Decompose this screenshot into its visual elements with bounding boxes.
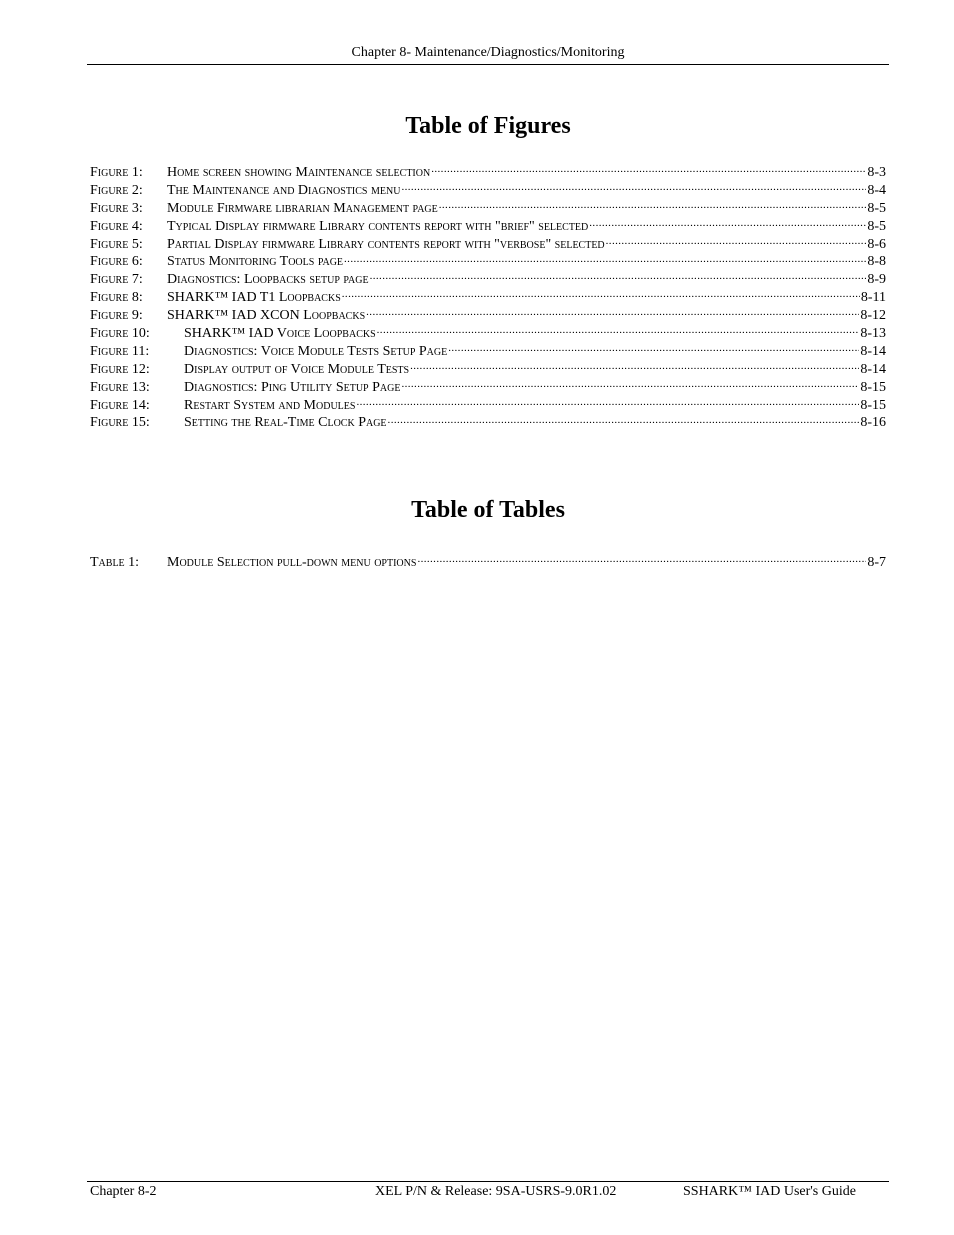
entry-label: Figure 2: [90, 182, 143, 198]
entry-page: 8-12 [860, 308, 886, 324]
figure-entry[interactable] [90, 269, 886, 287]
entry-title: Module Firmware librarian Management page [167, 200, 438, 216]
entry-page: 8-11 [860, 290, 886, 306]
entry-page: 8-9 [867, 272, 886, 288]
entry-title: The Maintenance and Diagnostics menu [167, 182, 401, 198]
entry-label: Figure 1: [90, 165, 143, 180]
entry-page: 8-7 [867, 555, 886, 570]
entry-page: 8-15 [860, 397, 886, 413]
entry-title: SHARK™ IAD Voice Loopbacks [184, 326, 376, 342]
entry-title: SHARK™ IAD XCON Loopbacks [167, 308, 366, 324]
dot-leader [410, 359, 859, 373]
table-of-figures-title: Table of Figures [405, 113, 571, 139]
dot-leader [448, 341, 859, 355]
entry-title: Setting the Real-Time Clock Page [184, 415, 387, 431]
header-divider [87, 64, 889, 65]
entry-label: Table 1: [90, 555, 140, 570]
entry-page: 8-4 [867, 182, 886, 198]
dot-leader [366, 305, 859, 319]
entry-label: Figure 8: [90, 290, 143, 306]
entry-label: Figure 3: [90, 200, 143, 216]
figure-entry[interactable] [90, 287, 886, 305]
entry-label: Figure 9: [90, 308, 143, 324]
footer-guide-title: SSHARK™ IAD User's Guide [683, 1184, 856, 1199]
table-of-tables-title: Table of Tables [411, 497, 565, 523]
figure-entry[interactable] [90, 234, 886, 252]
entry-page: 8-8 [867, 254, 886, 270]
entry-title: SHARK™ IAD T1 Loopbacks [167, 290, 341, 306]
dot-leader [606, 234, 867, 248]
dot-leader [356, 395, 859, 409]
entry-label: Figure 13: [90, 379, 150, 395]
entry-title: Diagnostics: Ping Utility Setup Page [184, 379, 401, 395]
dot-leader [439, 198, 867, 212]
entry-page: 8-14 [860, 361, 886, 377]
entry-page: 8-5 [867, 200, 886, 216]
entry-title: Diagnostics: Voice Module Tests Setup Page [184, 343, 448, 359]
entry-title: Restart System and Modules [184, 397, 356, 413]
figure-entry[interactable] [90, 412, 886, 430]
dot-leader [377, 323, 860, 337]
entry-label: Figure 10: [90, 326, 150, 342]
entry-title: Diagnostics: Loopbacks setup page [167, 272, 369, 288]
entry-title: Partial Display firmware Library contents report with "verbose" selected [167, 236, 605, 252]
entry-title: Module Selection pull-down menu options [167, 555, 417, 570]
figure-entry[interactable] [90, 359, 886, 377]
footer-chapter-page: Chapter 8-2 [90, 1184, 157, 1199]
table-of-figures-list [90, 162, 886, 430]
entry-label: Figure 15: [90, 415, 150, 431]
entry-title: Display output of Voice Module Tests [184, 361, 410, 377]
dot-leader [344, 251, 866, 265]
table-of-tables-list [90, 552, 886, 570]
figure-entry[interactable] [90, 180, 886, 198]
entry-page: 8-14 [860, 343, 886, 359]
figure-entry[interactable] [90, 341, 886, 359]
figure-entry[interactable] [90, 251, 886, 269]
dot-leader [431, 162, 866, 176]
entry-page: 8-6 [867, 236, 886, 252]
entry-label: Figure 11: [90, 343, 150, 359]
dot-leader [370, 269, 867, 283]
entry-page: 8-15 [860, 379, 886, 395]
figure-entry[interactable] [90, 395, 886, 413]
dot-leader [388, 412, 860, 426]
figure-entry[interactable] [90, 198, 886, 216]
entry-page: 8-13 [860, 326, 886, 342]
entry-label: Figure 5: [90, 236, 143, 252]
dot-leader [417, 552, 866, 566]
table-entry[interactable] [90, 552, 886, 570]
entry-title: Status Monitoring Tools page [167, 254, 344, 270]
figure-entry[interactable] [90, 162, 886, 180]
dot-leader [342, 287, 860, 301]
entry-title: Typical Display firmware Library contents report with "brief" selected [167, 218, 589, 234]
entry-page: 8-3 [867, 165, 886, 180]
footer-divider [87, 1181, 889, 1182]
dot-leader [589, 216, 866, 230]
figure-entry[interactable] [90, 323, 886, 341]
entry-page: 8-16 [860, 415, 886, 431]
figure-entry[interactable] [90, 377, 886, 395]
entry-label: Figure 7: [90, 272, 143, 288]
dot-leader [401, 180, 866, 194]
entry-label: Figure 12: [90, 361, 150, 377]
page-header: Chapter 8- Maintenance/Diagnostics/Monitoring [351, 45, 625, 60]
entry-label: Figure 6: [90, 254, 143, 270]
figure-entry[interactable] [90, 305, 886, 323]
entry-label: Figure 14: [90, 397, 150, 413]
entry-page: 8-5 [867, 218, 886, 234]
figure-entry[interactable] [90, 216, 886, 234]
footer-release: XEL P/N & Release: 9SA-USRS-9.0R1.02 [375, 1184, 617, 1199]
dot-leader [401, 377, 859, 391]
entry-title: Home screen showing Maintenance selection [167, 165, 431, 180]
entry-label: Figure 4: [90, 218, 143, 234]
